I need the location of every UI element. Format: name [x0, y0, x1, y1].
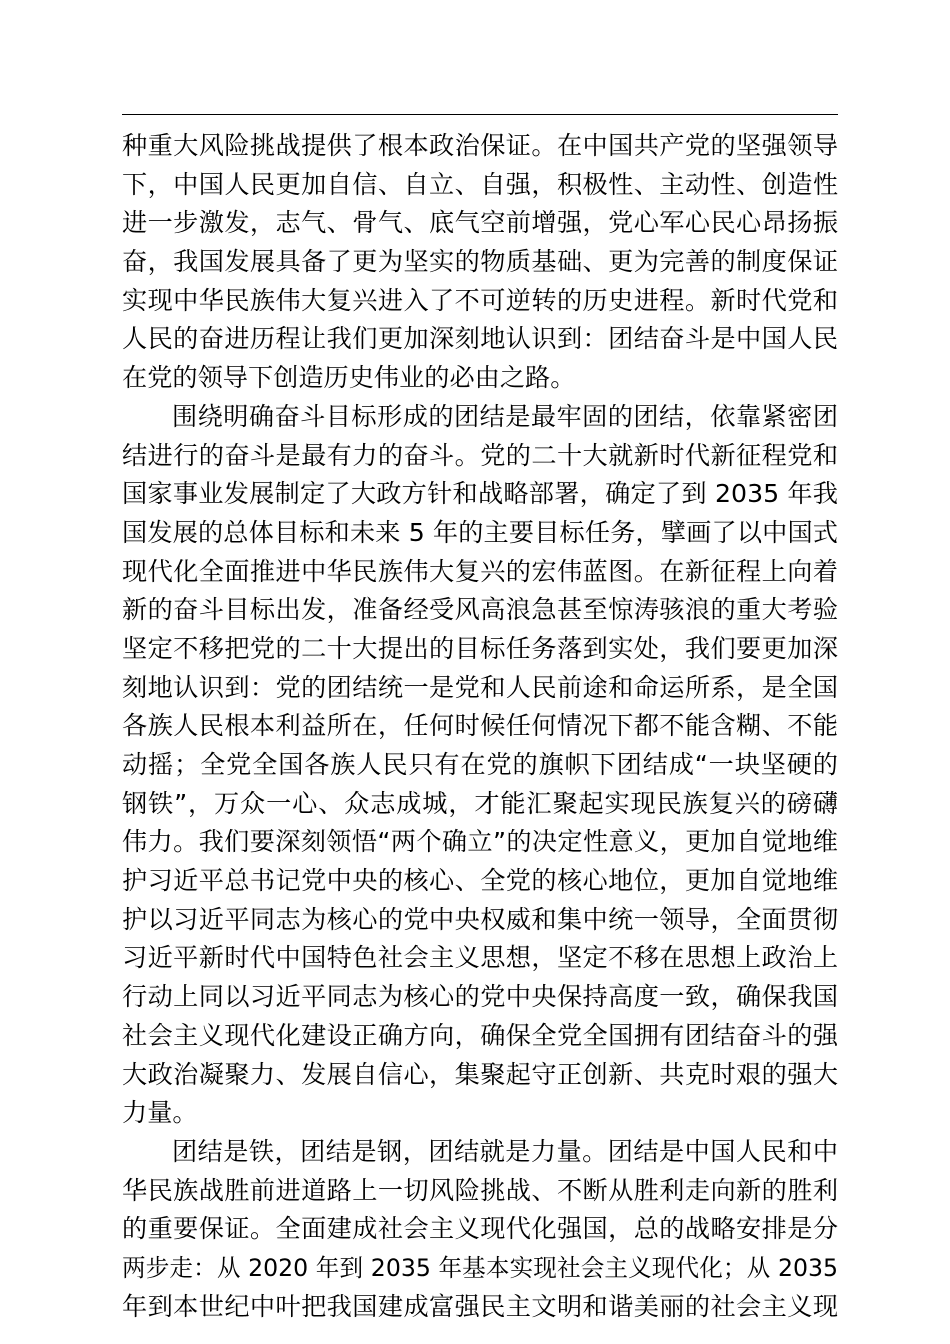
- paragraph-1: [122, 127, 838, 398]
- text-line: 国发展的总体目标和未来 5 年的主要目标任务，擘画了以中国式: [122, 517, 838, 547]
- text-line: 习近平新时代中国特色社会主义思想，坚定不移在思想上政治上: [122, 943, 838, 973]
- text-line: 华民族战胜前进道路上一切风险挑战、不断从胜利走向新的胜利: [122, 1175, 838, 1205]
- text-line: 实现中华民族伟大复兴进入了不可逆转的历史进程。新时代党和: [122, 285, 838, 315]
- text-line: 人民的奋进历程让我们更加深刻地认识到：团结奋斗是中国人民: [122, 324, 838, 354]
- text-line: 力量。: [122, 1098, 198, 1128]
- text-line: 大政治凝聚力、发展自信心，集聚起守正创新、共克时艰的强大: [122, 1059, 838, 1089]
- paragraph-2: [122, 398, 838, 1133]
- text-line: 行动上同以习近平同志为核心的党中央保持高度一致，确保我国: [122, 982, 838, 1012]
- header-rule: [122, 114, 838, 115]
- text-line: 动摇；全党全国各族人民只有在党的旗帜下团结成“一块坚硬的: [122, 750, 838, 779]
- paragraph-3: [122, 1133, 838, 1326]
- text-line: 的重要保证。全面建成社会主义现代化强国，总的战略安排是分: [122, 1214, 838, 1244]
- text-line: 年到本世纪中叶把我国建成富强民主文明和谐美丽的社会主义现: [122, 1291, 838, 1321]
- text-line: 结进行的奋斗是最有力的奋斗。党的二十大就新时代新征程党和: [122, 440, 838, 470]
- text-line: 国家事业发展制定了大政方针和战略部署，确定了到 2035 年我: [122, 479, 838, 509]
- document-body: [122, 127, 838, 1326]
- text-line: 种重大风险挑战提供了根本政治保证。在中国共产党的坚强领导: [122, 131, 838, 160]
- text-line: 坚定不移把党的二十大提出的目标任务落到实处，我们要更加深: [122, 633, 838, 663]
- text-line: 社会主义现代化建设正确方向，确保全党全国拥有团结奋斗的强: [122, 1020, 838, 1050]
- text-line: 护习近平总书记党中央的核心、全党的核心地位，更加自觉地维: [122, 866, 838, 896]
- text-line: 进一步激发，志气、骨气、底气空前增强，党心军心民心昂扬振: [122, 208, 838, 238]
- text-line: 两步走：从 2020 年到 2035 年基本实现社会主义现代化；从 2035: [122, 1253, 838, 1282]
- text-line: 下，中国人民更加自信、自立、自强，积极性、主动性、创造性: [122, 169, 838, 199]
- text-line: 护以习近平同志为核心的党中央权威和集中统一领导，全面贯彻: [122, 904, 838, 934]
- text-line: 在党的领导下创造历史伟业的必由之路。: [122, 363, 576, 393]
- text-line: 奋，我国发展具备了更为坚实的物质基础、更为完善的制度保证: [122, 247, 838, 277]
- text-line: 伟力。我们要深刻领悟“两个确立”的决定性意义，更加自觉地维: [122, 827, 838, 857]
- text-line: 钢铁”，万众一心、众志成城，才能汇聚起实现民族复兴的磅礴: [122, 788, 838, 818]
- text-line: 各族人民根本利益所在，任何时候任何情况下都不能含糊、不能: [122, 711, 838, 741]
- text-line: 新的奋斗目标出发，准备经受风高浪急甚至惊涛骇浪的重大考验: [122, 595, 838, 625]
- text-line: 刻地认识到：党的团结统一是党和人民前途和命运所系，是全国: [122, 672, 838, 702]
- text-line: 团结是铁，团结是钢，团结就是力量。团结是中国人民和中: [172, 1136, 838, 1166]
- text-line: 围绕明确奋斗目标形成的团结是最牢固的团结，依靠紧密团: [172, 401, 838, 431]
- text-line: 现代化全面推进中华民族伟大复兴的宏伟蓝图。在新征程上向着: [122, 556, 838, 586]
